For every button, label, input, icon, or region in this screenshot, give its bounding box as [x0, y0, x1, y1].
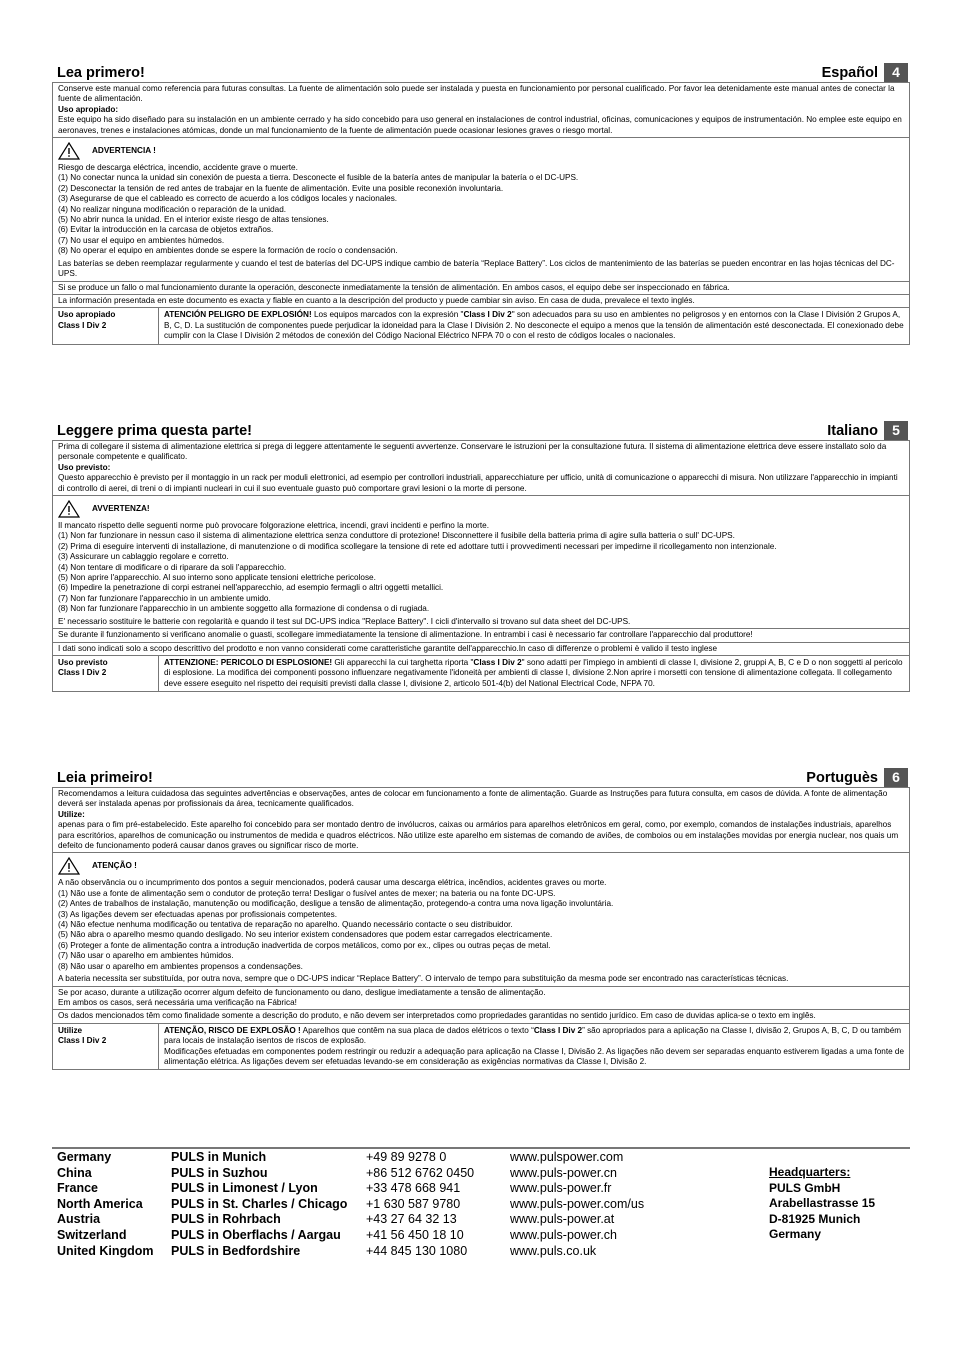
website-link: www.puls-power.com/us — [510, 1196, 645, 1211]
intended-use-text: Questo apparecchio è previsto per il montaggio in un rack per moduli elettronici, ad esempio per controllori industriali, apparecchiature per ufficio, unità di comunicazione o apparecchi di misura. Non utilizzare l'apparecchio in impianti di controllo di aerei, di treni o di impianti nucleari in cui il suo eventuale guasto può comportare gravi lesioni o la morte di persone. — [58, 473, 898, 493]
instructions-box — [52, 787, 910, 1070]
warning-item: (6) Impedire la penetrazione di corpi estranei nell'apparecchio, ad esempio fermagli o altri oggetti metallici. — [58, 583, 444, 593]
intro-text: Recomendamos a leitura cuidadosa das seguintes advertências e observações, antes de colocar em funcionamento a fonte de alimentação. Guarde as Instruções para futura consulta, em casos de dúvida. A fonte de alimentação deverá ser instalada apenas por profissionais da área, tecnicamente qualificados. — [58, 789, 888, 809]
language-section-4 — [52, 62, 910, 345]
intended-use-label: Uso previsto: — [58, 462, 111, 472]
class-div-text: ATENCIÓN PELIGRO DE EXPLOSIÓN! Los equipos marcados con la expresión "Class I Div 2" son adecuados para su uso en ambientes no peligrosos y en entornos con la Clase I División 2 Grupos A, B, C, D. La sustitución de componentes puede perjudicar la idoneidad para la Clase I División 2. No desconecte el equipo a menos que la tensión de alimentación esté desconectada. El conexionado debe cumplir con la Clase I División 2 métodos de conexión del Código Nacional Eléctrico NFPA 70 o con el resto de códigos locales o nacionales. — [164, 310, 904, 341]
warning-item: (3) Assicurare un cablaggio regolare e corretto. — [58, 552, 229, 562]
class-label: Class I Div 2 — [58, 668, 107, 678]
phone-number: +33 478 668 941 — [366, 1181, 461, 1196]
website-link: www.puls-power.fr — [510, 1181, 612, 1196]
office-name: PULS in Limonest / Lyon — [171, 1181, 318, 1196]
warning-label: AVVERTENZA! — [92, 503, 150, 513]
headquarters-address — [769, 1181, 875, 1243]
hq-line: PULS GmbH — [769, 1180, 841, 1195]
class-div-text: ATTENZIONE: PERICOLO DI ESPLOSIONE! Gli apparecchi la cui targhetta riporta "Class I Div 2" sono adatti per l'impiego in ambienti di classe I, divisione 2, gruppi A, B, C e D o non soggetti al pericolo di esplosione. La modifica dei componenti possono influenzare negativamente l'idoneità per ambienti di classe I, divisione 2.Non aprire i morsetti con tensione di alimentazione collegata. Il collegamento deve essere eseguito nel rispetto dei requisiti previsti dalla classe I, divisione 2, articolo 501-4(b) del National Electrical Code, NFPA 70. — [164, 657, 903, 688]
warning-block — [53, 852, 909, 973]
note-row: E' necessario sostituire le batterie con regolarità e quando il test sul DC-UPS indica "Replace Battery". I cicli d'intervallo si trovano sul data sheet del DC-UPS. — [58, 616, 631, 626]
class-i-div-2-block — [53, 1023, 909, 1070]
class-div-label — [53, 656, 159, 691]
section-header — [52, 62, 910, 82]
use-label: Uso apropiado — [58, 310, 116, 320]
use-label: Uso previsto — [58, 657, 108, 667]
intended-use-label: Utilize: — [58, 809, 85, 819]
class-label: Class I Div 2 — [58, 1036, 107, 1046]
office-name: PULS in Munich — [171, 1150, 267, 1164]
intro-block — [53, 83, 909, 137]
language-section-5 — [52, 420, 910, 692]
section-header — [52, 767, 910, 787]
websites-column — [510, 1150, 644, 1259]
warning-item: (4) Não efectue nenhuma modificação ou tentativa de reparação no aparelho. Quando necessário contacte o seu distribuidor. — [58, 920, 513, 930]
phone-number: +43 27 64 32 13 — [366, 1212, 457, 1227]
section-language — [827, 421, 908, 440]
note-row: Se durante il funzionamento si verificano anomalie o guasti, scollegare immediatamente la tensione di alimentazione. In entrambi i casi è necessario far controllare l'apparecchio dal produttore! — [53, 628, 909, 641]
office-name: PULS in Bedfordshire — [171, 1243, 301, 1258]
country: North America — [57, 1196, 143, 1211]
warning-item: Il mancato rispetto delle seguenti norme può provocare folgorazione elettrica, incendi, gravi incidenti e perfino la morte. — [58, 521, 489, 531]
warning-label: ATENÇÃO ! — [92, 861, 137, 871]
warning-list — [58, 521, 905, 615]
language-name: Español — [821, 64, 878, 81]
instructions-box — [52, 440, 910, 692]
class-div-label — [53, 308, 159, 343]
warning-item: (4) No realizar ninguna modificación o reparación de la unidad. — [58, 204, 287, 214]
warning-item: (6) Proteger a fonte de alimentação contra a introdução inadvertida de corpos metálicos, como por ex., clipes ou outras peças de metal. — [58, 940, 551, 950]
intro-text: Prima di collegare il sistema di alimentazione elettrica si prega di leggere attentamente le seguenti avvertenze. Conservare le istruzioni per la consultazione futura. Il sistema di alimentazione elettrica deve essere installato solo da personale competente e qualificato. — [58, 442, 887, 462]
section-number-badge: 4 — [884, 63, 908, 82]
office-name: PULS in St. Charles / Chicago — [171, 1196, 348, 1211]
phone-number: +44 845 130 1080 — [366, 1243, 468, 1258]
class-i-div-2-block — [53, 655, 909, 691]
use-label: Utilize — [58, 1025, 83, 1035]
website-link: www.puls-power.ch — [510, 1227, 617, 1242]
country: United Kingdom — [57, 1243, 154, 1258]
section-header — [52, 420, 910, 440]
warning-item: (8) No operar el equipo en ambientes donde se espere la formación de rocío o condensación. — [58, 246, 398, 256]
note-row: Las baterías se deben reemplazar regularmente y cuando el test de baterías del DC-UPS indique cambio de batería “Replace Battery”. Los ciclos de mantenimiento de las baterías se pueden encontrar en las hojas técnicas del DC-UPS. — [58, 258, 895, 279]
intro-block — [53, 788, 909, 852]
warning-header — [58, 139, 905, 163]
warning-item: (5) Non aprire l'apparecchio. Al suo interno sono applicate tensioni elettriche pericolose. — [58, 573, 376, 583]
hq-line: Germany — [769, 1227, 822, 1241]
warning-item: (5) Não abra o aparelho mesmo quando desligado. No seu interior existem condensadores que podem estar carregados electricamente. — [58, 930, 553, 940]
warning-item: (6) Evitar la introducción en la carcasa de objetos extraños. — [58, 225, 274, 235]
section-language — [806, 768, 908, 787]
country: France — [57, 1181, 98, 1196]
office-name: PULS in Rohrbach — [171, 1212, 281, 1227]
warning-header — [58, 497, 905, 521]
phone-number: +1 630 587 9780 — [366, 1196, 461, 1211]
phones-column — [366, 1150, 474, 1259]
warning-item: (2) Antes de trabalhos de instalação, manutenção ou modificação, desligue a tensão de alimentação, protegendo-a contra uma nova ligação involuntária. — [58, 899, 614, 909]
section-number-badge: 6 — [884, 768, 908, 787]
warning-label: ADVERTENCIA ! — [92, 145, 156, 155]
hq-line: Arabellastrasse 15 — [769, 1196, 876, 1210]
intended-use-text: apenas para o fim pré-estabelecido. Este aparelho foi concebido para ser montado dentro de invólucros, caixas ou armários para aparelhos eletrônicos em geral, como, por exemplo, comandos de instalações industriais, aparelhos para escritórios, aparelhos de comunicação ou instrumentos de medida e quadros eléctricos. Não utilize este aparelho em sistemas de comando de aviões, de comboios ou em instalações movidas por energia nuclear, nos quais um defeito de funcionamento poderá causar danos graves ou significar risco de morte. — [58, 820, 899, 851]
intended-use-text: Este equipo ha sido diseñado para su instalación en un ambiente cerrado y ha sido concebido para uso general en instalaciones de control industrial, oficinas, comunicaciones y equipos de instrumentación. No emplee este equipo en aeronaves, trenes e instalaciones atómicas, donde un mal funcionamiento de la fuente de alimentación puede ocasionar lesiones graves o riesgo mortal. — [58, 115, 902, 135]
warning-item: (5) No abrir nunca la unidad. En el interior existe riesgo de altas tensiones. — [58, 215, 329, 225]
website-link: www.puls-power.at — [510, 1212, 615, 1227]
warning-item: A não observância ou o incumprimento dos pontos a seguir mencionados, poderá causar uma descarga elétrica, incêndios, acidentes graves ou morte. — [58, 878, 607, 888]
section-title: Lea primero! — [57, 65, 145, 81]
warning-item: (1) No conectar nunca la unidad sin conexión de puesta a tierra. Desconecte el fusible de la batería antes de manipular la batería o el DC-UPS. — [58, 173, 579, 183]
section-language — [822, 63, 908, 82]
office-name: PULS in Oberflachs / Aargau — [171, 1227, 341, 1242]
warning-item: (7) Não usar o aparelho em ambientes húmidos. — [58, 951, 234, 961]
note-row: La información presentada en este documento es exacta y fiable en cuanto a la descripción del producto y puede cambiar sin aviso. En casa de duda, prevalece el texto inglés. — [53, 294, 909, 307]
warning-item: (2) Desconectar la tensión de red antes de trabajar en la fuente de alimentación. Evite una posible reconexión involuntaria. — [58, 183, 504, 193]
country: Germany — [57, 1150, 112, 1164]
headquarters-block — [769, 1165, 875, 1243]
country: Switzerland — [57, 1227, 127, 1242]
note-row: Os dados mencionados têm como finalidade somente a descrição do produto, e não devem ser interpretados como propriedades garantidas no sentido jurídico. Em caso de duvidas aplica-se o texto em inglês. — [53, 1009, 909, 1022]
phone-number: +86 512 6762 0450 — [366, 1165, 475, 1180]
language-name: Portuguès — [806, 769, 878, 786]
class-label: Class I Div 2 — [58, 320, 107, 330]
warning-triangle-icon — [58, 857, 80, 875]
instructions-box — [52, 82, 910, 345]
website-link: www.puls.co.uk — [510, 1243, 597, 1258]
class-div-text: ATENÇÃO, RISCO DE EXPLOSÃO ! Aparelhos que contêm na sua placa de dados elétricos o texto “Class I Div 2” são apropriados para a aplicação na Classe I, divisão 2, Grupos A, B, C, D ou também para locais de instalação isentos de riscos de explosão. Modificações efetuadas em componentes podem restringir ou reduzir a adequação para aplicação na Classe I, Divisão 2. As ligações não devem ser separadas enquanto estiverem ligadas a uma fonte de alimentação elétrica. As ligações devem ser efetuadas levando-se em consideração as exigências normativas da Classe I, Divisão 2. — [164, 1025, 905, 1066]
intro-text: Conserve este manual como referencia para futuras consultas. La fuente de alimentación solo puede ser instalada y puesta en funcionamiento por personal cualificado. Por favor lea detenidamente este manual antes de conectar la fuente de alimentación. — [58, 84, 895, 104]
language-section-6 — [52, 767, 910, 1070]
phone-number: +41 56 450 18 10 — [366, 1227, 464, 1242]
class-i-div-2-block — [53, 307, 909, 343]
country: China — [57, 1165, 92, 1180]
warning-list — [58, 878, 905, 972]
warning-item: (8) Non far funzionare l'apparecchio in un ambiente soggetto alla formazione di condensa o di rugiada. — [58, 604, 430, 614]
warning-list — [58, 163, 905, 257]
intended-use-label: Uso apropiado: — [58, 104, 119, 114]
countries-column — [57, 1150, 154, 1259]
warning-block — [53, 495, 909, 616]
warning-item: Riesgo de descarga eléctrica, incendio, accidente grave o muerte. — [58, 163, 298, 173]
warning-item: (1) Non far funzionare in nessun caso il sistema di alimentazione elettrica senza conduttore di protezione! Disconnettere il fusibile della batteria prima di agire sulla batteria o sull' DC-UPS. — [58, 531, 735, 541]
website-link: www.puls-power.cn — [510, 1165, 617, 1180]
section-number-badge: 5 — [884, 421, 908, 440]
office-name: PULS in Suzhou — [171, 1165, 268, 1180]
class-div-label — [53, 1024, 159, 1070]
warning-block — [53, 137, 909, 258]
warning-item: (3) Asegurarse de que el cableado es correcto de acuerdo a los códigos locales y nacionales. — [58, 194, 398, 204]
language-name: Italiano — [827, 422, 878, 439]
note-row: Se por acaso, durante a utilização ocorrer algum defeito de funcionamento ou dano, desligue imediatamente a tensão de alimentação. Em ambos os casos, será necessária uma verificação na Fábrica! — [53, 986, 909, 1010]
warning-item: (7) No usar el equipo en ambientes húmedos. — [58, 235, 225, 245]
warning-item: (2) Prima di eseguire interventi di installazione, di manutenzione o di modifica scollegare la tensione di rete ed adottare tutti i provvedimenti necessari per impedirne il ricollegamento non intenzionale. — [58, 541, 777, 551]
warning-item: (8) Não usar o aparelho em ambientes propensos a condensações. — [58, 961, 303, 971]
hq-line: D-81925 Munich — [769, 1211, 861, 1226]
section-title: Leia primeiro! — [57, 770, 153, 786]
warning-item: (4) Non tentare di modificare o di riparare da soli l'apparecchio. — [58, 562, 287, 572]
note-row: A bateria necessita ser substituída, por outra nova, sempre que o DC-UPS indicar “Replace Battery”. O intervalo de tempo para substituição da mesma pode ser encontrado nas características técnicas. — [58, 974, 789, 984]
warning-header — [58, 854, 905, 878]
warning-triangle-icon — [58, 142, 80, 160]
website-link: www.pulspower.com — [510, 1150, 624, 1164]
country: Austria — [57, 1212, 101, 1227]
warning-item: (3) As ligações devem ser efectuadas apenas por profissionais competentes. — [58, 909, 337, 919]
footer-divider — [52, 1147, 910, 1149]
offices-column — [171, 1150, 347, 1259]
headquarters-label: Headquarters: — [769, 1165, 851, 1179]
intro-block — [53, 441, 909, 495]
note-row: I dati sono indicati solo a scopo descrittivo del prodotto e non vanno considerati come caratteristiche garantite dell'apparecchio.In caso di differenze o problemi è valido il testo inglese — [53, 642, 909, 655]
phone-number: +49 89 9278 0 — [366, 1150, 447, 1164]
warning-item: (7) Non far funzionare l'apparecchio in un ambiente umido. — [58, 593, 271, 603]
warning-triangle-icon — [58, 500, 80, 518]
section-title: Leggere prima questa parte! — [57, 423, 252, 439]
note-row: Si se produce un fallo o mal funcionamiento durante la operación, desconecte inmediatamente la tensión de alimentación. En ambos casos, el equipo debe ser inspeccionado en fábrica. — [53, 281, 909, 294]
warning-item: (1) Não use a fonte de alimentação sem o condutor de proteção terra! Desligar o fusível antes de mexer; na bateria ou na fonte DC-UPS. — [58, 888, 556, 898]
